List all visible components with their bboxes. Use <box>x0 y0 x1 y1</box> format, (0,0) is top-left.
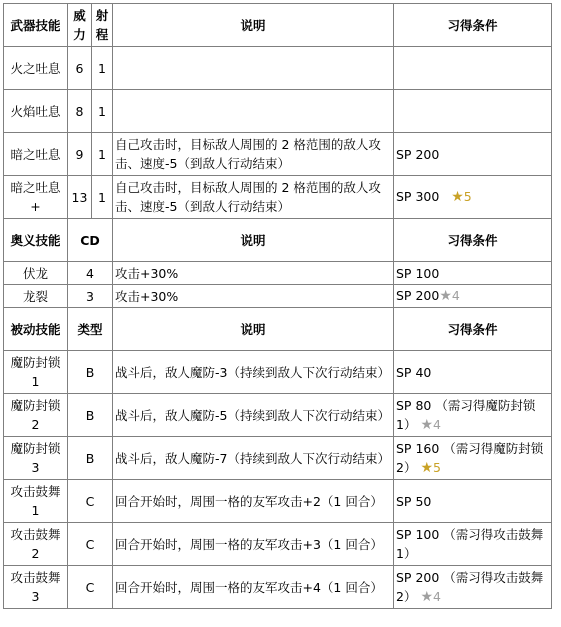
skill-name: 龙裂 <box>4 285 68 308</box>
table-row <box>4 176 552 219</box>
skill-type: C <box>68 523 113 566</box>
table-row <box>4 47 552 90</box>
skill-name: 攻击鼓舞 1 <box>4 480 68 523</box>
table-row <box>4 285 552 308</box>
weapon-header-row <box>4 4 552 47</box>
table-row <box>4 523 552 566</box>
skill-name: 攻击鼓舞 2 <box>4 523 68 566</box>
header-condition: 习得条件 <box>394 308 552 351</box>
skill-power: 8 <box>68 90 92 133</box>
skill-type: C <box>68 566 113 609</box>
rarity-number: 4 <box>433 416 441 432</box>
skill-condition <box>394 90 552 133</box>
header-cd: CD <box>68 219 113 262</box>
star-icon: ★ <box>451 189 464 205</box>
condition-text: SP 80 （需习得魔防封锁 1） <box>396 397 536 432</box>
table-row <box>4 394 552 437</box>
header-description: 说明 <box>113 4 394 47</box>
skill-condition <box>394 351 552 394</box>
rarity-number: 4 <box>433 588 441 604</box>
header-passive-skill: 被动技能 <box>4 308 68 351</box>
condition-text: SP 40 <box>396 364 432 380</box>
header-range: 射程 <box>92 4 113 47</box>
skill-range: 1 <box>92 176 113 219</box>
star-icon: ★ <box>420 588 433 605</box>
skill-description <box>113 90 394 133</box>
skill-type: B <box>68 351 113 394</box>
skill-description: 自己攻击时，目标敌人周围的 2 格范围的敌人攻击、速度-5（到敌人行动结束） <box>113 133 394 176</box>
skill-range: 1 <box>92 90 113 133</box>
star-icon: ★ <box>420 416 433 433</box>
condition-text: SP 50 <box>396 493 432 509</box>
skill-range: 1 <box>92 47 113 90</box>
skill-name: 暗之吐息+ <box>4 176 68 219</box>
table-row <box>4 437 552 480</box>
skill-power: 6 <box>68 47 92 90</box>
table-row <box>4 133 552 176</box>
condition-text: SP 160 （需习得魔防封锁 2） <box>396 440 544 475</box>
skill-cd: 3 <box>68 285 113 308</box>
skill-name: 魔防封锁 1 <box>4 351 68 394</box>
header-special-skill: 奥义技能 <box>4 219 68 262</box>
condition-text: SP 100 <box>396 265 440 281</box>
header-condition: 习得条件 <box>394 4 552 47</box>
table-row <box>4 90 552 133</box>
rarity-number: 4 <box>451 288 460 303</box>
condition-text: SP 100 （需习得攻击鼓舞 1） <box>396 527 544 561</box>
skill-description: 战斗后，敌人魔防-7（持续到敌人下次行动结束） <box>113 437 394 480</box>
condition-text: SP 200 <box>396 288 440 303</box>
skill-condition <box>394 176 552 219</box>
passive-header-row <box>4 308 552 351</box>
skill-description: 回合开始时，周围一格的友军攻击+4（1 回合） <box>113 566 394 609</box>
skill-description: 回合开始时，周围一格的友军攻击+3（1 回合） <box>113 523 394 566</box>
skill-type: B <box>68 437 113 480</box>
special-header-row <box>4 219 552 262</box>
table-row <box>4 480 552 523</box>
star-icon: ★ <box>420 459 433 476</box>
skill-name: 火之吐息 <box>4 47 68 90</box>
skill-name: 攻击鼓舞 3 <box>4 566 68 609</box>
condition-text: SP 200 <box>396 146 440 162</box>
condition-text: SP 300 <box>396 189 440 204</box>
condition-text: SP 200 （需习得攻击鼓舞 2） <box>396 569 544 604</box>
skill-name: 暗之吐息 <box>4 133 68 176</box>
skill-power: 9 <box>68 133 92 176</box>
skill-condition <box>394 480 552 523</box>
skill-description: 自己攻击时，目标敌人周围的 2 格范围的敌人攻击、速度-5（到敌人行动结束） <box>113 176 394 219</box>
table-row <box>4 566 552 609</box>
skill-description: 攻击+30% <box>113 262 394 285</box>
skill-condition <box>394 47 552 90</box>
skill-name: 火焰吐息 <box>4 90 68 133</box>
skill-name: 魔防封锁 3 <box>4 437 68 480</box>
skill-condition <box>394 394 552 437</box>
skill-description: 攻击+30% <box>113 285 394 308</box>
rarity-number: 5 <box>433 459 441 475</box>
header-type: 类型 <box>68 308 113 351</box>
star-icon: ★ <box>439 288 452 304</box>
skill-name: 伏龙 <box>4 262 68 285</box>
skill-power: 13 <box>68 176 92 219</box>
skill-condition <box>394 285 552 308</box>
skill-type: C <box>68 480 113 523</box>
skill-cd: 4 <box>68 262 113 285</box>
header-condition: 习得条件 <box>394 219 552 262</box>
skill-type: B <box>68 394 113 437</box>
skill-condition <box>394 437 552 480</box>
skill-description <box>113 47 394 90</box>
rarity-number: 5 <box>463 189 472 204</box>
table-row <box>4 351 552 394</box>
skill-condition <box>394 133 552 176</box>
header-power: 威力 <box>68 4 92 47</box>
skill-description: 战斗后，敌人魔防-5（持续到敌人下次行动结束） <box>113 394 394 437</box>
skill-condition <box>394 566 552 609</box>
header-description: 说明 <box>113 308 394 351</box>
skill-description: 战斗后，敌人魔防-3（持续到敌人下次行动结束） <box>113 351 394 394</box>
skill-condition <box>394 262 552 285</box>
skills-table <box>3 3 552 609</box>
table-row <box>4 262 552 285</box>
header-weapon-skill: 武器技能 <box>4 4 68 47</box>
skill-condition <box>394 523 552 566</box>
skill-range: 1 <box>92 133 113 176</box>
skill-description: 回合开始时，周围一格的友军攻击+2（1 回合） <box>113 480 394 523</box>
header-description: 说明 <box>113 219 394 262</box>
skill-name: 魔防封锁 2 <box>4 394 68 437</box>
